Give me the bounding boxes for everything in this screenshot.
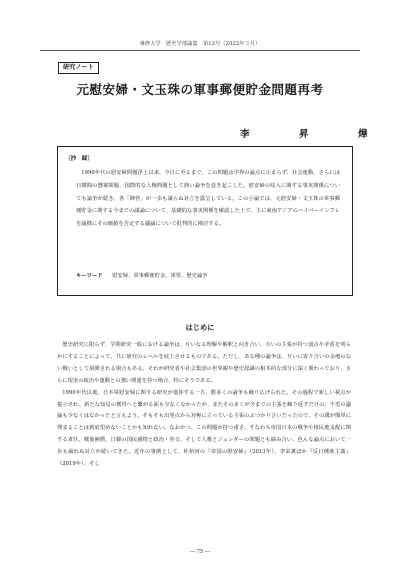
author-name: 李 昇 燁 — [240, 129, 388, 140]
page-number: ― 75 ― — [189, 549, 211, 555]
keywords-line — [76, 271, 208, 279]
keywords-label: キーワード — [76, 273, 103, 279]
header-divider — [40, 50, 360, 51]
body-text — [57, 340, 351, 471]
paper-title: 元慰安婦・文玉珠の軍事郵便貯金問題再考 — [76, 82, 324, 97]
body-paragraph: 歴史研究に限らず、学問研究一般における論争は、互いなる理解や解釈と向き合い、互いの主張が持つ弱点や矛盾を明らかにすることによって、共に研究のレベルを底上させるものである。ただし、ある種の論争は、互いに寄り合いの余地のない戦いとして展開される場合もある。それが研究者や社会集団の世界観や歴史認識の根本的な部分に深く関わっており、さらに現実の政治や運動との強い関連を持つ場合、特にそうである。 — [57, 342, 351, 384]
body-paragraph: 1990年代以後、日本軍慰安婦に関する研究が進捗する一方、数多くの論争も繰り広げられた。その過程で新しい視点が提示され、新たな知見の獲得へと繋がる面も少なくなかったが、またその多くが今までの主張を繰り返すだけの、不毛の議論も少なくはなかったと言えよう。そもそも出発点から対極に立っている主張のぶつかり合いだったので、その溝が簡単に埋まることは到底望めないことかも知れない。なおかつ、この問題が持つ重さ、すなわち帝国日本の戦争や植民地支配に関する責任、戦後補償、日韓の国民感情と政治・外交、そして人権とジェンダーの問題とも絡み合い、色んな論点において一歩も譲れぬ対立が続いてきた。近年の事例として、朴裕河の『帝国の慰安婦』（2013年）、李栄薫ほか『反日種族主義』（2019年）、そし — [57, 389, 351, 468]
abstract-text: 1990年代の慰安婦問題浮上以来、今日に至るまで、この問題は学界の論点に止まらず、社会運動、さらには日韓間の懸案問題、国際的な人権問題として熱い論争を巻き起こした。慰安婦の収入に関する事実関係についても論争が続き、各「陣営」が一歩も譲らぬ対立を露呈している。この小論では、元慰安婦・文玉珠の軍事郵便貯金に関する今までの議論について、基礎的な事実関係を確認した上で、主に東南アジアのハイパーインフレを論拠にその価値を否定する議論について批判的に検討する。 — [76, 170, 340, 228]
section-heading: はじめに — [185, 323, 215, 332]
section-tag: 研究ノート — [58, 62, 99, 74]
abstract-label: 〔抄 録〕 — [65, 156, 93, 162]
running-head: 專修大学 歴史学部論集 第12号（2022年３月） — [139, 41, 261, 47]
keywords-value: 慰安婦、軍事郵便貯金、軍票、歴史論争 — [112, 273, 208, 279]
abstract-box — [57, 146, 353, 296]
